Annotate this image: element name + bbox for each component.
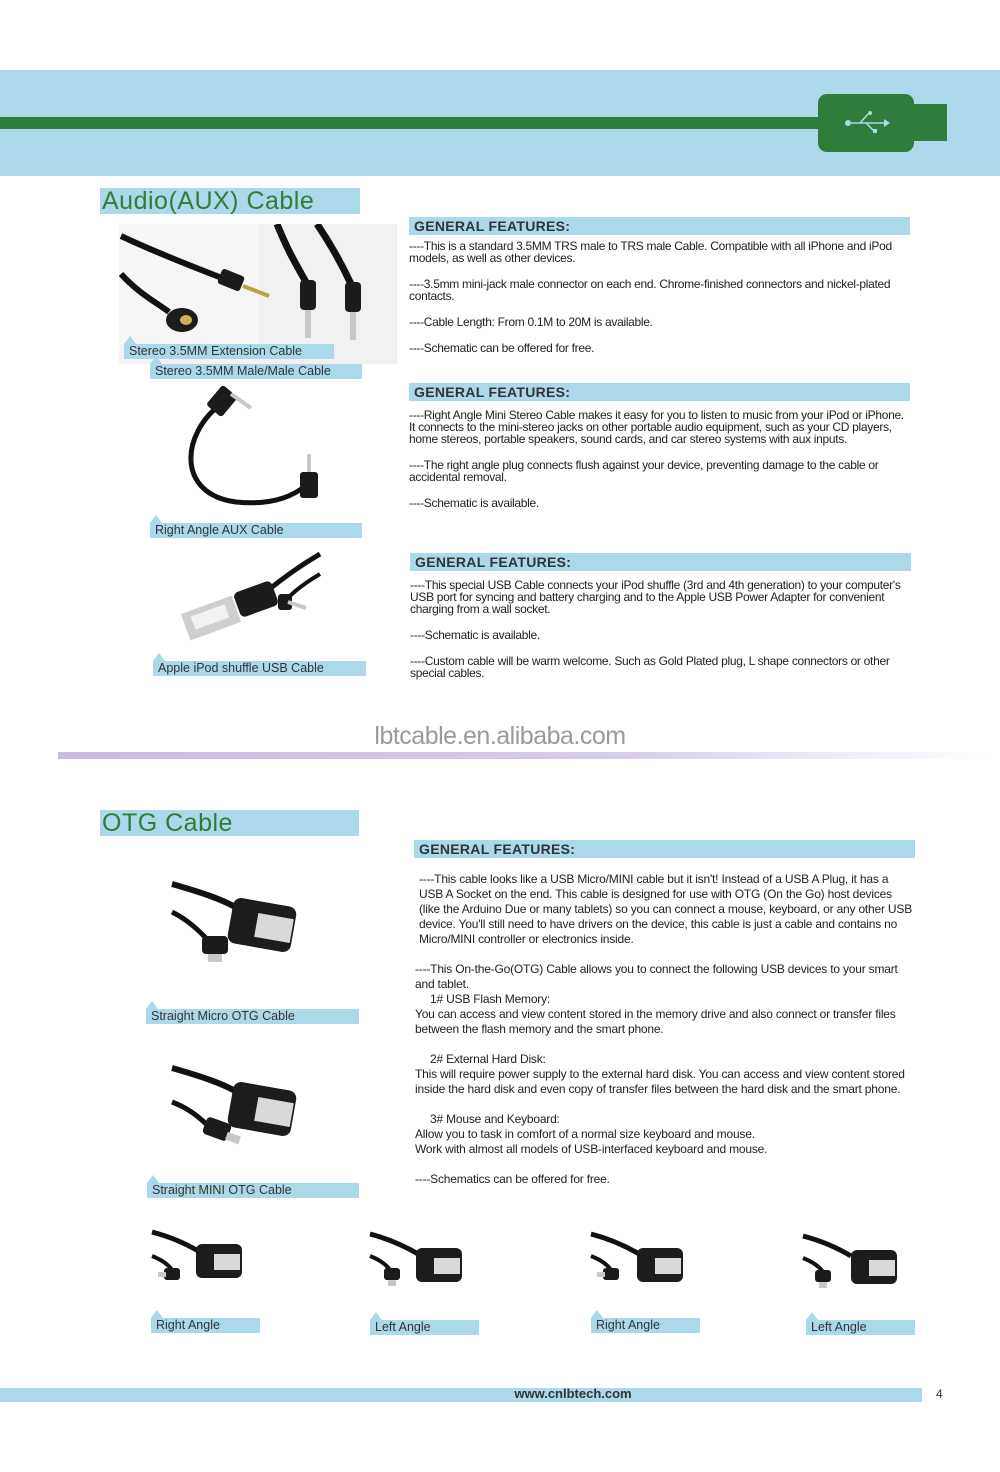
caption-angle-4: Left Angle [806,1320,915,1335]
feature-paragraph: ----Schematic is available. [410,628,540,642]
feature-paragraph: ----This special USB Cable connects your iPod shuffle (3rd and 4th generation) to your computer's USB port for syncing and battery charging and to the Apple USB Power Adapter for convenient charging from a wall socket. [410,578,901,616]
caption-extension-cable: Stereo 3.5MM Extension Cable [124,344,334,359]
feature-paragraph: You can access and view content stored in the memory drive and also connect or transfer files between the flash memory and the smart phone. [415,1007,896,1036]
feature-subtitle: 2# External Hard Disk: [430,1052,546,1066]
feature-paragraph: Work with almost all models of USB-interfaced keyboard and mouse. [415,1142,768,1156]
feature-subtitle: 1# USB Flash Memory: [430,992,551,1006]
ipod-usb-cable-photo [178,552,324,642]
caption-angle-3: Right Angle [591,1318,700,1333]
feature-paragraph: ----Custom cable will be warm welcome. Such as Gold Plated plug, L shape connectors or other special cables. [410,654,890,680]
feature-paragraph: This will require power supply to the external hard disk. You can access and view content stored inside the hard disk and even copy of transfer files between the hard disk and the smart phone. [415,1067,905,1096]
watermark-text: lbtcable.en.alibaba.com [374,722,626,750]
feature-line: Allow you to task in comfort of a normal size keyboard and mouse. [415,1127,755,1141]
section-divider [58,752,988,759]
caption-angle-2: Left Angle [370,1320,479,1335]
feature-paragraph: ----Schematics can be offered for free. [415,1172,610,1186]
audio-features-text-3 [410,579,910,693]
header-line [0,117,830,129]
angle-cable-photo [150,1228,246,1288]
angle-cable-photo [368,1230,466,1290]
feature-paragraph: ----Schematic is available. [409,496,539,510]
feature-subtitle: 3# Mouse and Keyboard: [430,1112,560,1126]
micro-otg-cable-photo [170,878,302,970]
feature-paragraph: ----This cable looks like a USB Micro/MINI cable but it isn't! Instead of a USB A Plug, it has a USB A Socket on the end. This cable is designed for use with OTG (On the Go) host devices (like the Arduino Due or many tablets) so you can connect a mouse, keyboard, or any other USB device. You'll still need to have drivers on the device, this cable is just a cable and contains no Micro/MINI controller or electronics inside. [419,872,913,946]
otg-section-title: OTG Cable [100,810,359,836]
feature-paragraph: ----Cable Length: From 0.1M to 20M is available. [409,315,653,329]
caption-mini-otg-cable: Straight MINI OTG Cable [147,1183,359,1198]
angle-cable-photo [801,1232,901,1292]
right-angle-cable-photo [176,384,326,514]
audio-section-title: Audio(AUX) Cable [100,188,360,214]
otg-features-text [415,872,915,1202]
audio-features-heading-3: GENERAL FEATURES: [410,553,911,571]
usb-plug-tip [912,104,947,141]
feature-paragraph: ----3.5mm mini-jack male connector on each end. Chrome-finished connectors and nickel-plated contacts. [409,277,891,303]
caption-angle-1: Right Angle [151,1318,260,1333]
audio-features-text-2 [409,409,909,523]
page-number: 4 [936,1387,943,1401]
caption-right-angle-cable: Right Angle AUX Cable [150,523,362,538]
feature-paragraph: ----This On-the-Go(OTG) Cable allows you to connect the following USB devices to your smart and tablet. [415,962,898,991]
audio-features-heading-2: GENERAL FEATURES: [409,383,910,401]
feature-paragraph: ----Right Angle Mini Stereo Cable makes it easy for you to listen to music from your iPod or iPhone. It connects to the mini-stereo jacks on other portable audio equipment, such as your CD players, home stereos, portable speakers, sound cards, and car stereo systems with aux inputs. [409,408,904,446]
footer-url[interactable]: www.cnlbtech.com [514,1386,632,1401]
angle-cable-photo [589,1230,687,1290]
audio-features-heading-1: GENERAL FEATURES: [409,217,910,235]
caption-micro-otg-cable: Straight Micro OTG Cable [146,1009,359,1024]
caption-ipod-usb-cable: Apple iPod shuffle USB Cable [153,661,366,676]
audio-cable-photo [119,224,397,364]
feature-paragraph: ----The right angle plug connects flush against your device, preventing damage to the cable or accidental removal. [409,458,879,484]
usb-icon [818,94,914,152]
feature-paragraph: ----This is a standard 3.5MM TRS male to TRS male Cable. Compatible with all iPhone and iPod models, as well as other devices. [409,239,892,265]
audio-features-text-1 [409,240,909,368]
caption-male-male-cable: Stereo 3.5MM Male/Male Cable [150,364,362,379]
feature-paragraph: ----Schematic can be offered for free. [409,341,595,355]
mini-otg-cable-photo [170,1062,302,1154]
otg-features-heading: GENERAL FEATURES: [414,840,915,858]
